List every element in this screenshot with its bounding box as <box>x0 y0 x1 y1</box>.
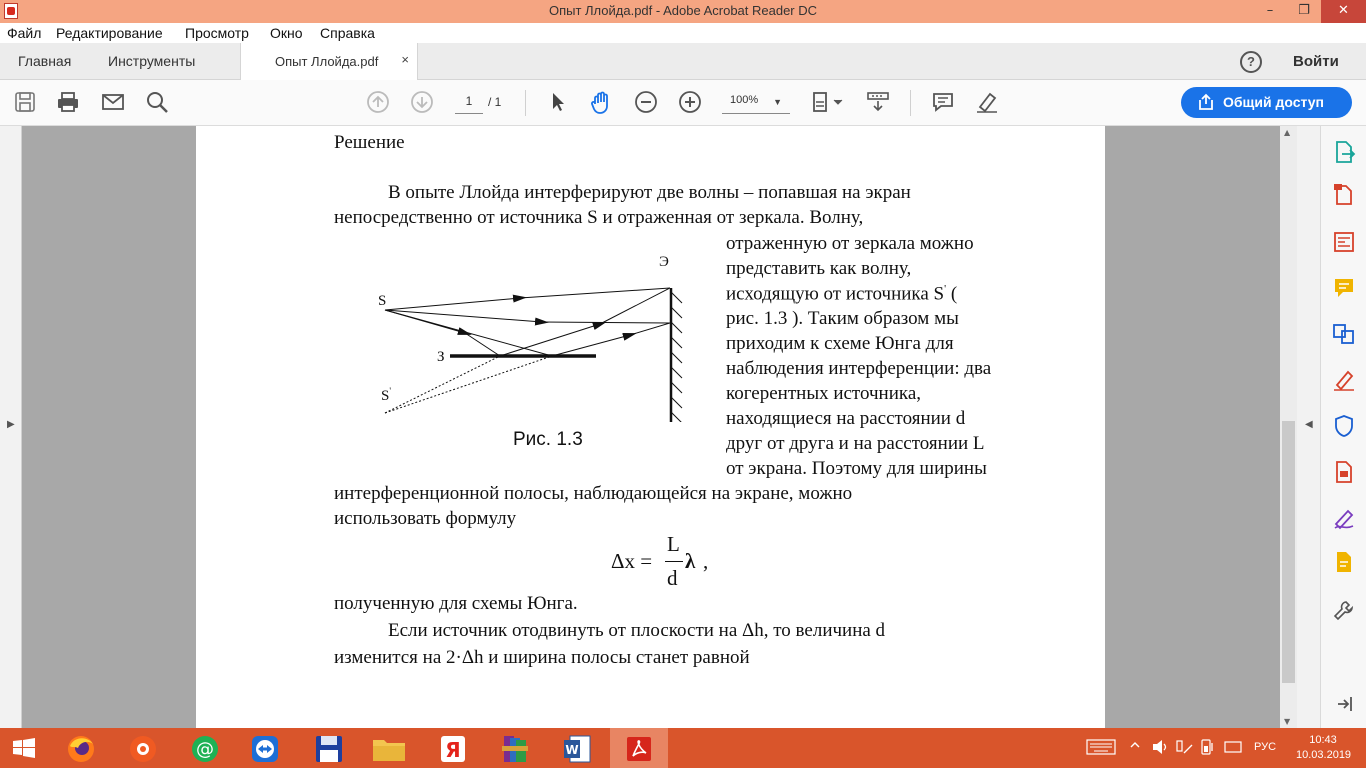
expand-left-icon: ▶ <box>7 419 15 430</box>
paragraph-line: В опыте Ллойда интерферируют две волны – попавшая на экран <box>388 182 911 203</box>
prime-mark: ' <box>389 386 391 396</box>
left-panel-toggle[interactable] <box>0 126 22 728</box>
save-icon[interactable] <box>13 90 37 116</box>
prime-mark: ' <box>944 283 947 295</box>
file-explorer-taskbar-icon[interactable] <box>360 728 418 768</box>
paragraph-line: приходим к схеме Юнга для <box>726 333 954 354</box>
page-heading: Решение <box>334 132 405 153</box>
page-fit-icon[interactable] <box>810 90 846 116</box>
combine-files-icon[interactable] <box>1332 322 1356 346</box>
winrar-taskbar-icon[interactable] <box>486 728 544 768</box>
ray-reflected-1 <box>500 324 600 356</box>
windows-icon <box>13 738 35 758</box>
virtual-ray-2 <box>385 356 552 413</box>
vertical-scrollbar[interactable] <box>1280 126 1297 728</box>
paragraph-line <box>726 283 957 305</box>
formula-lhs: Δx = <box>611 549 653 573</box>
action-center-icon[interactable] <box>1224 739 1242 758</box>
sign-in-button[interactable]: Войти <box>1293 53 1339 70</box>
scrollbar-thumb[interactable] <box>1282 421 1295 683</box>
toolbar-separator <box>910 90 911 116</box>
paragraph-line: от экрана. Поэтому для ширины <box>726 458 987 479</box>
label-source-s-prime-letter: S <box>381 388 390 404</box>
menu-help[interactable]: Справка <box>320 25 375 41</box>
tools-panel <box>1320 126 1366 728</box>
email-icon[interactable] <box>101 90 125 116</box>
svg-text:@: @ <box>196 739 214 760</box>
search-icon[interactable] <box>145 90 169 116</box>
formula-numerator: L <box>667 532 680 556</box>
formula-lambda: λ <box>685 549 696 573</box>
paragraph-line: рис. 1.3 ). Таким образом мы <box>726 308 959 329</box>
open-paren: ( <box>950 283 958 305</box>
menu-file[interactable]: Файл <box>7 25 42 41</box>
zoom-level-select[interactable] <box>722 94 790 114</box>
ray-reflected-2 <box>552 335 630 356</box>
messenger-taskbar-icon[interactable] <box>176 728 234 768</box>
clock-date: 10.03.2019 <box>1296 749 1352 761</box>
zoom-out-icon[interactable] <box>634 90 658 116</box>
lloyd-rays <box>370 280 670 420</box>
menu-edit[interactable]: Редактирование <box>56 25 163 41</box>
scroll-up-icon[interactable]: ▲ <box>1284 128 1291 137</box>
paragraph-line: находящиеся на расстоянии d <box>726 408 966 429</box>
paragraph-line: представить как волну, <box>726 258 912 279</box>
screen-hatching <box>671 292 682 422</box>
show-hidden-icons[interactable] <box>1130 740 1140 753</box>
paragraph-line: Если источник отодвинуть от плоскости на Δh, то величина d <box>388 620 886 641</box>
send-for-review-icon[interactable] <box>1332 550 1356 574</box>
close-tab-icon[interactable]: × <box>401 52 409 67</box>
help-icon[interactable]: ? <box>1240 51 1262 73</box>
formula <box>611 530 731 592</box>
formula-denominator: d <box>667 566 678 590</box>
menu-bar <box>0 23 1366 43</box>
paragraph-line: отраженную от зеркала можно <box>726 233 974 254</box>
menu-window[interactable]: Окно <box>270 25 303 41</box>
page-number-input[interactable]: 1 <box>455 94 483 114</box>
toolbar <box>0 80 1366 126</box>
fraction-bar <box>665 561 683 562</box>
previous-page-icon[interactable] <box>366 90 390 116</box>
paragraph-line: полученную для схемы Юнга. <box>334 593 578 614</box>
teamviewer-taskbar-icon[interactable] <box>236 728 294 768</box>
fill-sign-icon[interactable] <box>1332 368 1356 392</box>
send-for-signature-icon[interactable] <box>1332 506 1356 530</box>
more-tools-icon[interactable] <box>1332 598 1356 622</box>
tab-document[interactable] <box>240 43 418 81</box>
media-player-taskbar-icon[interactable] <box>114 728 172 768</box>
page-total: / 1 <box>488 95 502 109</box>
network-icon[interactable] <box>1176 739 1194 758</box>
firefox-taskbar-icon[interactable] <box>52 728 110 768</box>
label-screen: Э <box>659 254 669 270</box>
minimize-button[interactable]: – <box>1266 3 1274 18</box>
collapse-panel-icon[interactable] <box>1332 692 1356 716</box>
tab-bar <box>0 43 1366 80</box>
paragraph-line: непосредственно от источника S и отраженная от зеркала. Волну, <box>334 207 864 228</box>
language-indicator[interactable]: РУС <box>1254 741 1277 753</box>
select-pointer-icon[interactable] <box>546 90 570 116</box>
taskbar <box>0 728 1366 768</box>
next-page-icon[interactable] <box>410 90 434 116</box>
virtual-ray-1 <box>385 356 500 413</box>
highlight-pen-icon[interactable] <box>975 90 999 116</box>
ray-direct-1 <box>385 298 520 310</box>
share-button-label: Общий доступ <box>1223 94 1324 110</box>
menu-view[interactable]: Просмотр <box>185 25 249 41</box>
clock-time: 10:43 <box>1309 734 1337 746</box>
restore-button[interactable]: ❐ <box>1298 3 1310 18</box>
volume-icon[interactable] <box>1152 739 1170 758</box>
protect-icon[interactable] <box>1332 414 1356 438</box>
hand-tool-icon[interactable] <box>589 90 615 116</box>
comment-tool-icon[interactable] <box>1332 276 1356 300</box>
paragraph-line: наблюдения интерференции: два <box>726 358 992 379</box>
share-icon <box>1197 93 1215 114</box>
scroll-down-icon[interactable]: ▼ <box>1284 717 1291 726</box>
word-taskbar-icon[interactable] <box>548 728 606 768</box>
paragraph-line: когерентных источника, <box>726 383 922 404</box>
tab-document-label: Опыт Ллойда.pdf <box>275 54 379 69</box>
title-bar <box>0 0 1366 23</box>
chevron-down-icon: ▼ <box>773 97 782 107</box>
pdf-page <box>196 126 1105 728</box>
paragraph-line: друг от друга и на расстоянии L <box>726 433 985 454</box>
yandex-browser-taskbar-icon[interactable] <box>424 728 482 768</box>
save-disk-taskbar-icon[interactable] <box>300 728 358 768</box>
zoom-level-value: 100% <box>730 94 759 106</box>
share-button[interactable] <box>1181 87 1352 118</box>
label-mirror: З <box>437 349 445 365</box>
comment-icon[interactable] <box>931 90 955 116</box>
svg-text:W: W <box>565 743 579 757</box>
toolbar-separator <box>525 90 526 116</box>
paragraph-line: интерференционной полосы, наблюдающейся на экране, можно <box>334 483 853 504</box>
keyboard-icon[interactable] <box>1086 739 1116 758</box>
print-icon[interactable] <box>56 90 80 116</box>
svg-text:Я: Я <box>445 738 461 762</box>
tab-home[interactable]: Главная <box>18 53 72 69</box>
scroll-mode-icon[interactable] <box>866 90 890 116</box>
paragraph-line: изменится на 2·Δh и ширина полосы станет равной <box>334 647 750 668</box>
formula-comma: , <box>703 549 709 573</box>
create-pdf-icon[interactable] <box>1332 182 1356 206</box>
system-clock[interactable] <box>1296 733 1350 763</box>
expand-right-icon: ◀ <box>1305 419 1313 430</box>
paragraph-text: исходящую от источника S <box>726 283 945 305</box>
start-button[interactable] <box>0 728 50 768</box>
acrobat-taskbar-icon[interactable] <box>610 728 668 768</box>
close-window-button[interactable]: ✕ <box>1321 0 1366 23</box>
tab-tools[interactable]: Инструменты <box>108 53 196 69</box>
paragraph-line: использовать формулу <box>334 508 517 529</box>
window-title: Опыт Ллойда.pdf - Adobe Acrobat Reader DC <box>548 3 818 18</box>
pdf-optimize-icon[interactable] <box>1332 460 1356 484</box>
export-pdf-icon[interactable] <box>1332 140 1356 164</box>
right-panel-toggle[interactable] <box>1297 126 1320 728</box>
figure-caption: Рис. 1.3 <box>513 429 583 450</box>
zoom-in-icon[interactable] <box>678 90 702 116</box>
battery-icon[interactable] <box>1200 739 1218 758</box>
label-source-s: S <box>378 293 387 309</box>
edit-pdf-icon[interactable] <box>1332 230 1356 254</box>
